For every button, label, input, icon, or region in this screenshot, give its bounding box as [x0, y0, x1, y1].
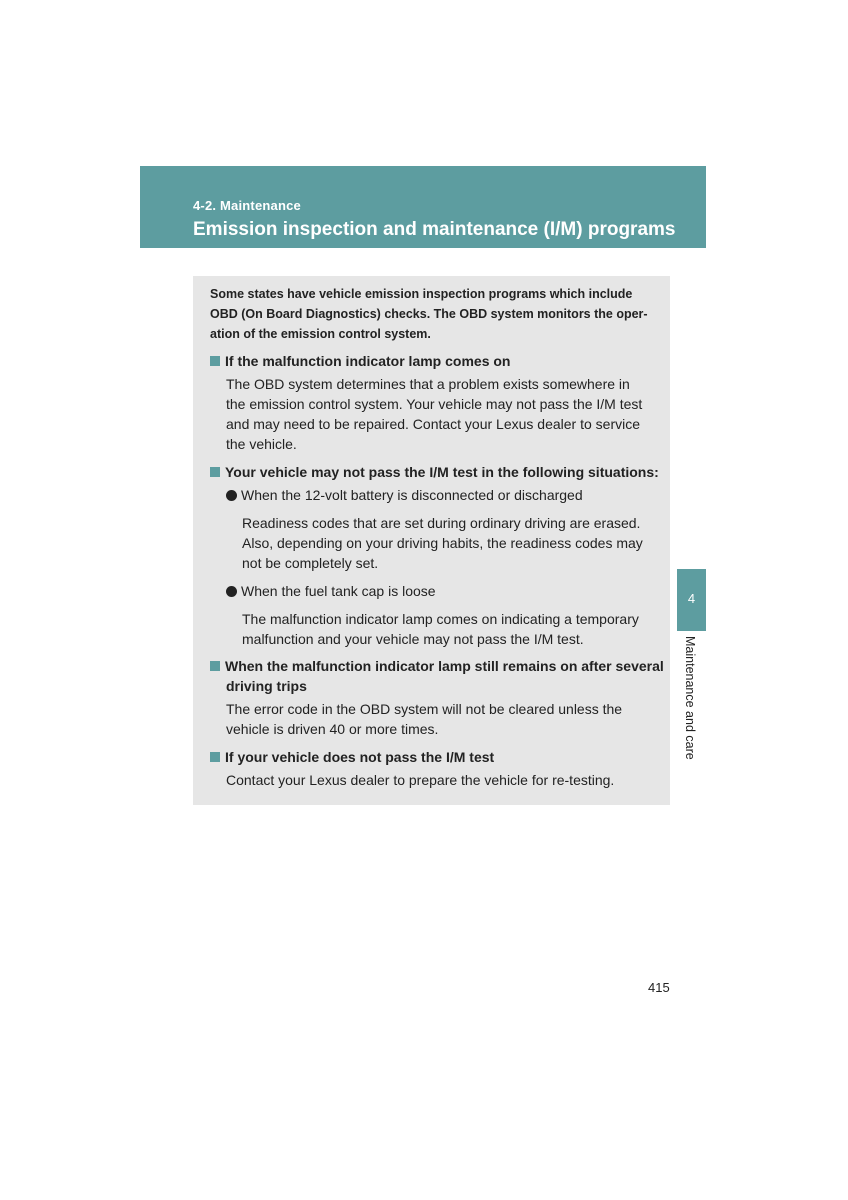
round-bullet-icon	[226, 490, 237, 501]
heading-text: When the malfunction indicator lamp still remains on after several	[225, 658, 664, 674]
header-band	[140, 166, 706, 248]
section-heading-continued: driving trips	[226, 678, 307, 694]
body-line: and may need to be repaired. Contact your Lexus dealer to service	[226, 416, 641, 432]
intro-line-3: ation of the emission control system.	[210, 327, 431, 341]
body-line: malfunction and your vehicle may not pass the I/M test.	[242, 631, 584, 647]
page-number: 415	[648, 980, 670, 995]
bullet-label: When the 12-volt battery is disconnected or discharged	[241, 487, 583, 503]
section-heading-not-pass	[210, 747, 494, 767]
body-line: The OBD system determines that a problem exists somewhere in	[226, 376, 630, 392]
bullet-item-fuel-cap	[226, 581, 436, 601]
square-bullet-icon	[210, 661, 220, 671]
body-line: Readiness codes that are set during ordinary driving are erased.	[242, 515, 641, 531]
page-title: Emission inspection and maintenance (I/M) programs	[193, 219, 676, 240]
section-heading-malfunction	[210, 351, 510, 371]
chapter-label: Maintenance and care	[683, 636, 697, 760]
heading-text: If your vehicle does not pass the I/M test	[225, 749, 495, 765]
body-line: Contact your Lexus dealer to prepare the vehicle for re-testing.	[226, 772, 615, 788]
body-line: The malfunction indicator lamp comes on indicating a temporary	[242, 611, 639, 627]
body-line: Also, depending on your driving habits, the readiness codes may	[242, 535, 643, 551]
section-heading-remains-on	[210, 656, 664, 676]
round-bullet-icon	[226, 586, 237, 597]
bullet-item-battery	[226, 485, 583, 505]
square-bullet-icon	[210, 356, 220, 366]
section-label: 4-2. Maintenance	[193, 198, 301, 213]
body-line: The error code in the OBD system will not be cleared unless the	[226, 701, 623, 717]
intro-line-1: Some states have vehicle emission inspection programs which include	[210, 287, 633, 301]
bullet-label: When the fuel tank cap is loose	[241, 583, 436, 599]
heading-text: If the malfunction indicator lamp comes on	[225, 353, 511, 369]
body-line: the emission control system. Your vehicle may not pass the I/M test	[226, 396, 643, 412]
intro-line-2: OBD (On Board Diagnostics) checks. The OBD system monitors the oper-	[210, 307, 648, 321]
heading-text: Your vehicle may not pass the I/M test in the following situations:	[225, 464, 659, 480]
body-line: vehicle is driven 40 or more times.	[226, 721, 439, 737]
chapter-tab	[677, 569, 706, 631]
square-bullet-icon	[210, 752, 220, 762]
square-bullet-icon	[210, 467, 220, 477]
section-heading-situations	[210, 462, 659, 482]
chapter-number: 4	[687, 591, 696, 606]
body-line: the vehicle.	[226, 436, 297, 452]
body-line: not be completely set.	[242, 555, 379, 571]
